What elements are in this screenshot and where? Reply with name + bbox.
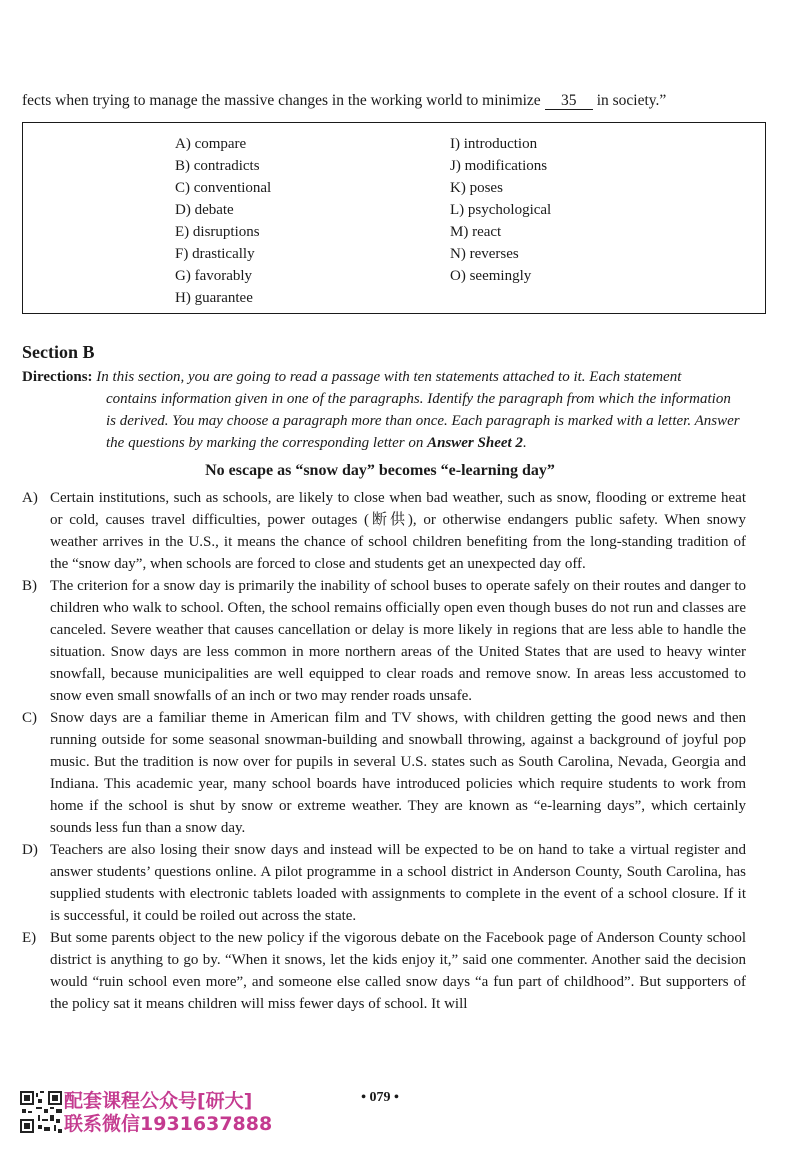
word-bank-right-column (450, 133, 551, 287)
word-option-k: K) poses (450, 180, 503, 196)
paragraph-c (22, 707, 746, 839)
directions-end: . (522, 435, 527, 451)
blank-35: 35 (545, 93, 593, 110)
paragraph-letter: D) (22, 842, 38, 858)
watermark-line-2: 联系微信1931637888 (64, 1113, 273, 1135)
word-option-c: C) conventional (175, 180, 272, 196)
word-option-d: D) debate (175, 202, 234, 218)
word-option-b: B) contradicts (175, 158, 260, 174)
paragraph-b (22, 575, 746, 707)
paragraph-letter: E) (22, 930, 37, 946)
directions-line-1: In this section, you are going to read a passage with ten statements attached to it. Each statement (96, 369, 682, 385)
paragraph-e (22, 927, 746, 1015)
section-heading: Section B (22, 342, 95, 362)
paragraph-letter: B) (22, 578, 37, 594)
paragraph-a (22, 487, 746, 575)
watermark-banner (64, 1090, 272, 1136)
word-option-m: M) react (450, 224, 502, 240)
answer-sheet-ref: Answer Sheet 2 (427, 435, 523, 451)
passage-paragraphs (22, 487, 746, 1015)
paragraph-text: Certain institutions, such as schools, are likely to close when bad weather, such as snow, flooding or extreme heat or cold, causes travel difficulties, power outages (断供), or otherwise endangers public safety. When snowy weather arrives in the U.S., it means the chance of school children benefiting from the long-standing tradition of the “snow day”, when schools are forced to close and students get an unexpected day off. (50, 490, 746, 572)
directions-block (22, 366, 740, 454)
word-option-a: A) compare (175, 136, 247, 152)
lead-sentence (22, 90, 782, 112)
word-option-f: F) drastically (175, 246, 255, 262)
paragraph-text: Snow days are a familiar theme in American film and TV shows, with children getting the good news and then running outside for some seasonal snowman-building and snowball throwing, against a background of joyful pop music. But the tradition is now over for pupils in several U.S. states such as South Carolina, Nevada, Georgia and Indiana. This academic year, many school boards have introduced policies which require students to work from home if the school is shut by snow or extreme weather. They are known as “e-learning days”, which certainly sounds less fun than a snow day. (50, 710, 746, 836)
word-bank-left-column (175, 133, 271, 309)
word-option-o: O) seemingly (450, 268, 532, 284)
paragraph-d (22, 839, 746, 927)
paragraph-text: The criterion for a snow day is primarily the inability of school buses to operate safely on their routes and danger to children who walk to school. Often, the school remains officially open even though buses do not run and classes are canceled. Severe weather that causes cancellation or delay is more likely in regions that are less able to handle the situation. Snow days are less common in more northern areas of the United States that are used to heavy winter snowfall, because municipalities are well equipped to clear roads and remove snow. In areas less accustomed to snow even small snowfalls of an inch or two may render roads unsafe. (50, 578, 746, 704)
directions-rest: contains information given in one of the paragraphs. Identify the paragraph from which the information is derived. You may choose a paragraph more than once. Each paragraph is marked with a letter. Answer the questions by marking the corresponding letter on (106, 391, 740, 451)
word-option-n: N) reverses (450, 246, 519, 262)
word-option-j: J) modifications (450, 158, 548, 174)
page-number: • 079 • (361, 1090, 399, 1105)
word-bank-box (22, 122, 766, 314)
word-option-l: L) psychological (450, 202, 552, 218)
word-option-h: H) guarantee (175, 290, 253, 306)
directions-continuation (22, 388, 740, 454)
watermark-line-1: 配套课程公众号[研大] (64, 1090, 253, 1112)
lead-text-before: fects when trying to manage the massive changes in the working world to minimize (22, 92, 541, 109)
paragraph-letter: C) (22, 710, 37, 726)
lead-text-after: in society.” (596, 92, 667, 109)
word-option-e: E) disruptions (175, 224, 260, 240)
qr-code-icon (20, 1090, 62, 1134)
paragraph-text: But some parents object to the new policy if the vigorous debate on the Facebook page of Anderson County school district is anything to go by. “When it snows, let the kids enjoy it,” said one commenter. Another said the decision would “ruin school even more”, and someone else called snow days “a fun part of childhood”. But supporters of the policy sat it means children will miss fewer days of school. It will (50, 930, 746, 1012)
directions-label: Directions: (22, 369, 93, 385)
word-option-i: I) introduction (450, 136, 538, 152)
word-option-g: G) favorably (175, 268, 253, 284)
paragraph-text: Teachers are also losing their snow days and instead will be expected to be on hand to take a virtual register and answer students’ questions online. A pilot programme in a school district in Anderson County, South Carolina, has supplied students with electronic tablets loaded with assignments to complete in the event of a school closure. If it is successful, it could be roiled out across the state. (50, 842, 746, 924)
paragraph-letter: A) (22, 490, 38, 506)
passage-title: No escape as “snow day” becomes “e-learning day” (205, 462, 555, 479)
